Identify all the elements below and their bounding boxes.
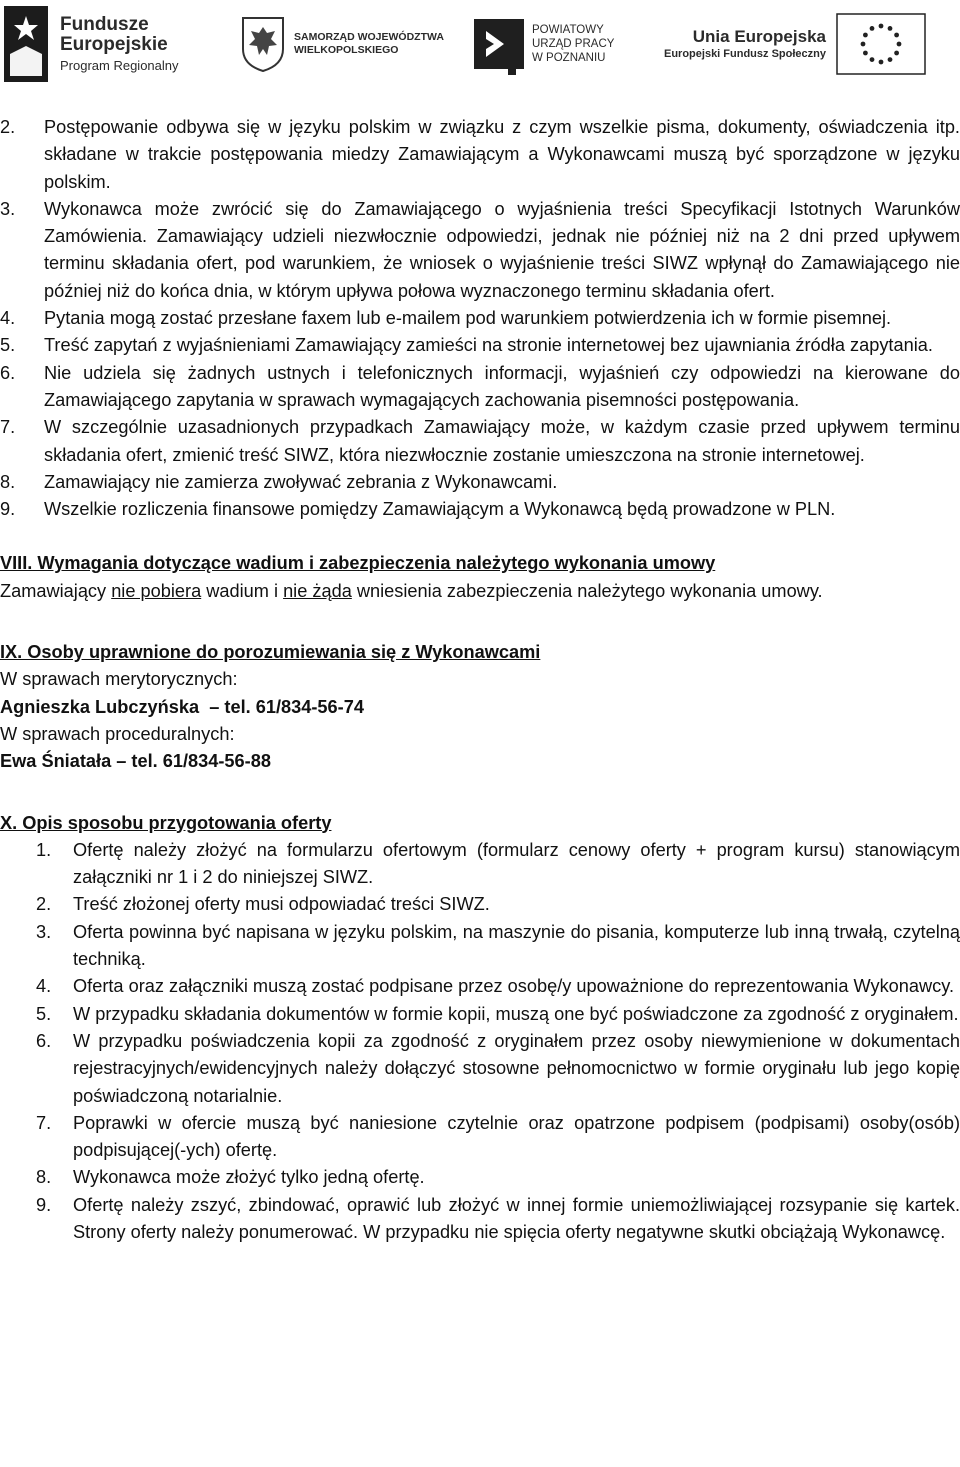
logo4-line1: Unia Europejska — [692, 26, 826, 46]
unia-europejska-logo — [664, 4, 926, 84]
list-item-number: 4. — [36, 976, 52, 997]
spacer — [0, 605, 960, 639]
list-item-text: Oferta powinna być napisana w języku polskim, na maszynie do pisania, komputerze lub inną trwałą, czytelną techniką. — [73, 921, 960, 970]
list-item-text: Ofertę należy złożyć na formularzu ofertowym (formularz cenowy oferty + program kursu) stanowiącym załączniki nr 1 i 2 do niniejszej SIWZ. — [73, 839, 960, 888]
section10-heading: X. Opis sposobu przygotowania oferty — [0, 812, 332, 833]
logo1-line2: Europejskie — [60, 34, 168, 55]
list-item-number: 7. — [0, 417, 16, 438]
list-item-text: Wykonawca może złożyć tylko jedną ofertę. — [73, 1167, 425, 1188]
logo1-line1: Fundusze — [60, 14, 149, 35]
list-item-number: 5. — [36, 1003, 52, 1024]
list-item — [0, 1164, 960, 1191]
section9-heading: IX. Osoby uprawnione do porozumiewania się z Wykonawcami — [0, 642, 541, 663]
list-item — [0, 1028, 960, 1110]
list-item — [0, 1192, 960, 1247]
spacer — [0, 776, 960, 810]
list-item — [0, 891, 960, 918]
list-item — [0, 196, 960, 305]
logo3-line1: POWIATOWY — [532, 24, 604, 36]
list-item — [0, 332, 960, 359]
list-item-number: 7. — [36, 1112, 52, 1133]
logo-header — [0, 0, 960, 92]
logo3-line2: URZĄD PRACY — [532, 38, 615, 50]
section8-text-c: wniesienia zabezpieczenia należytego wykonania umowy. — [351, 580, 823, 601]
list-item-number: 3. — [36, 921, 52, 942]
list-item-text: Treść złożonej oferty musi odpowiadać treści SIWZ. — [73, 894, 490, 915]
list-item-text: Ofertę należy zszyć, zbindować, oprawić lub złożyć w innej formie uniemożliwiającej rozsypanie się kartek. Strony oferty należy ponumerować. W przypadku nie spięcia oferty negatywne skutki obciążają Wykonawcę. — [73, 1194, 960, 1242]
list-item-text: Oferta oraz załączniki muszą zostać podpisane przez osobę/y upoważnione do reprezentowania Wykonawcy. — [73, 976, 955, 997]
eu-flag-icon — [836, 13, 926, 75]
list-item-number: 6. — [0, 362, 16, 383]
list-item-text: Pytania mogą zostać przesłane faxem lub e-mailem pod warunkiem potwierdzenia ich w formie pisemnej. — [44, 308, 892, 329]
list-item — [0, 1001, 960, 1028]
merit-contact: Agnieszka Lubczyńska – tel. 61/834-56-74 — [0, 696, 364, 717]
list-item — [0, 837, 960, 892]
list-item-number: 8. — [0, 471, 16, 492]
list-item — [0, 360, 960, 415]
list-item-number: 8. — [36, 1167, 52, 1188]
list-item — [0, 1110, 960, 1165]
list-item-text: Treść zapytań z wyjaśnieniami Zamawiający zamieści na stronie internetowej bez ujawniania źródła zapytania. — [44, 335, 933, 356]
section8-paragraph — [0, 578, 960, 605]
section7-list — [0, 114, 960, 523]
fundusze-europejskie-logo — [4, 4, 179, 84]
pup-logo — [474, 4, 614, 84]
merit-label: W sprawach merytorycznych: — [0, 669, 238, 690]
list-item — [0, 469, 960, 496]
list-item-number: 5. — [0, 335, 16, 356]
list-item-text: Zamawiający nie zamierza zwoływać zebrania z Wykonawcami. — [44, 471, 558, 492]
logo2-line2: WIELKOPOLSKIEGO — [294, 44, 399, 56]
arrow-icon — [474, 13, 524, 75]
logo3-line3: W POZNANIU — [532, 52, 606, 64]
fundusze-logo-icon — [4, 6, 48, 82]
list-item — [0, 919, 960, 974]
list-item — [0, 496, 960, 523]
list-item-number: 2. — [36, 894, 52, 915]
spacer — [0, 523, 960, 550]
list-item-text: Wykonawca może zwrócić się do Zamawiającego o wyjaśnienia treści Specyfikacji Istotnych Warunków Zamówienia. Zamawiający udzieli niezwłocznie odpowiedzi, jednak nie później niż na 2 dni przed upływem terminu składania ofert, pod warunkiem, że wniosek o wyjaśnienie treści SIWZ wpłynął do Zamawiającego nie później niż do końca dnia, w którym upływa połowa wyznaczonego terminu składania ofert. — [44, 198, 960, 301]
list-item-text: Poprawki w ofercie muszą być naniesione czytelnie oraz opatrzone podpisem (podpisami) osoby(osób) podpisującej(-ych) ofertę. — [73, 1112, 960, 1161]
list-item — [0, 973, 960, 1000]
logo2-line1: SAMORZĄD WOJEWÓDZTWA — [294, 31, 444, 43]
section10-list — [0, 837, 960, 1246]
list-item-text: Postępowanie odbywa się w języku polskim w związku z czym wszelkie pisma, dokumenty, oświadczenia itp. składane w trakcie postępowania miedzy Zamawiającym a Wykonawcami muszą być sporządzone w języku polskim. — [44, 117, 960, 192]
section8-text-b: wadium i — [201, 580, 284, 601]
list-item-number: 1. — [36, 839, 52, 860]
section8-text-nie-zada: nie żąda — [283, 580, 352, 601]
list-item-text: Wszelkie rozliczenia finansowe pomiędzy Zamawiającym a Wykonawcą będą prowadzone w PLN. — [44, 499, 836, 520]
proc-contact: Ewa Śniatała – tel. 61/834-56-88 — [0, 751, 271, 772]
section8-text-a: Zamawiający — [0, 580, 112, 601]
list-item — [0, 305, 960, 332]
list-item-number: 4. — [0, 308, 16, 329]
samorzad-logo — [240, 4, 444, 84]
list-item-number: 2. — [0, 117, 16, 137]
eagle-crest-icon — [240, 15, 286, 73]
proc-label: W sprawach proceduralnych: — [0, 723, 235, 744]
section8-text-nie-pobiera: nie pobiera — [111, 580, 202, 601]
document-body — [0, 114, 960, 1246]
logo4-line2: Europejski Fundusz Społeczny — [664, 47, 826, 60]
section8-heading: VIII. Wymagania dotyczące wadium i zabezpieczenia należytego wykonania umowy — [0, 553, 716, 574]
list-item-number: 6. — [36, 1030, 52, 1051]
list-item-text: W przypadku poświadczenia kopii za zgodność z oryginałem przez osoby niewymienione w dokumentach rejestracyjnych/ewidencyjnych należy dołączyć stosowne pełnomocnictwo w formie oryginału lub jego kopię poświadczoną notarialnie. — [73, 1030, 960, 1106]
list-item-number: 9. — [0, 499, 16, 520]
list-item-text: Nie udziela się żadnych ustnych i telefonicznych informacji, wyjaśnień czy odpowiedzi na kierowane do Zamawiającego zapytania w sprawach wymagających zachowania pisemności postępowania. — [44, 362, 960, 410]
list-item — [0, 114, 960, 196]
list-item-number: 9. — [36, 1194, 52, 1215]
logo1-line3: Program Regionalny — [60, 58, 179, 73]
list-item — [0, 414, 960, 469]
list-item-text: W przypadku składania dokumentów w formie kopii, muszą one być poświadczone za zgodność z oryginałem. — [73, 1003, 959, 1024]
list-item-number: 3. — [0, 198, 16, 219]
list-item-text: W szczególnie uzasadnionych przypadkach Zamawiający może, w każdym czasie przed upływem terminu składania ofert, zmienić treść SIWZ, która niezwłocznie zostanie umieszczona na stronie internetowej. — [44, 417, 960, 465]
